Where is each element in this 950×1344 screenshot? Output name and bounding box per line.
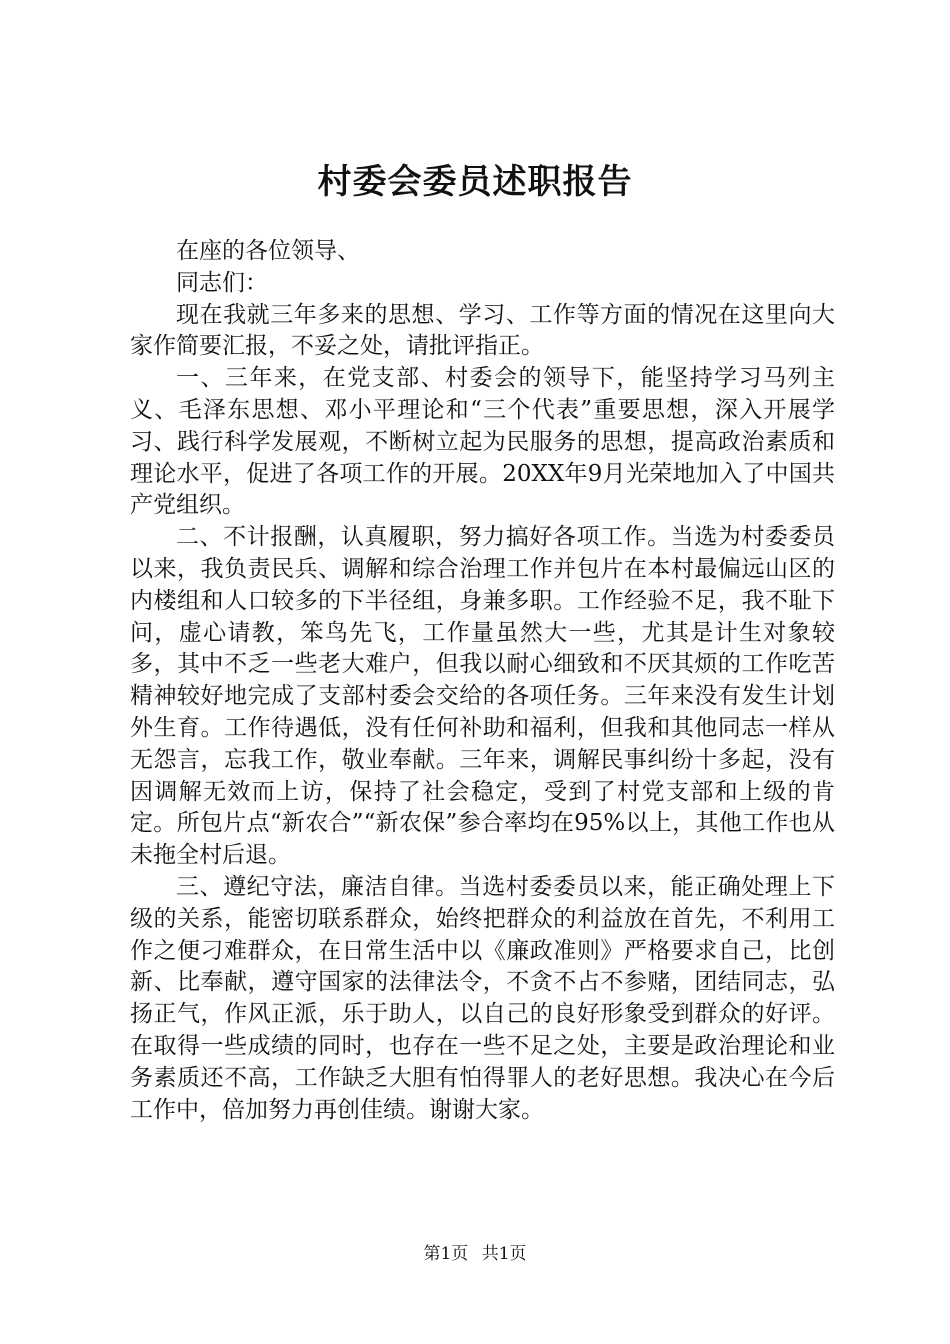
salutation-line-1: 在座的各位领导、 (176, 238, 360, 264)
intro-paragraph: 现在我就三年多来的思想、学习、工作等方面的情况在这里向大家作简要汇报，不妥之处，请批评指正。 (130, 301, 835, 360)
page-number-total: 共1页 (481, 1244, 527, 1264)
section-three-paragraph: 三、遵纪守法，廉洁自律。当选村委委员以来，能正确处理上下级的关系，能密切联系群众，始终把群众的利益放在首先，不利用工作之便刁难群众，在日常生活中以《廉政准则》严格要求自己，比创新、比奉献，遵守国家的法律法令，不贪不占不参赌，团结同志，弘扬正气，作风正派，乐于助人，以自己的良好形象受到群众的好评。在取得一些成绩的同时，也存在一些不足之处，主要是政治理论和业务素质还不高，工作缺乏大胆有怕得罪人的老好思想。我决心在今后工作中，倍加努力再创佳绩。谢谢大家。 (130, 873, 835, 1123)
section-one-paragraph: 一、三年来，在党支部、村委会的领导下，能坚持学习马列主义、毛泽东思想、邓小平理论和“三个代表”重要思想，深入开展学习、践行科学发展观，不断树立起为民服务的思想，提高政治素质和理论水平，促进了各项工作的开展。20XX年9月光荣地加入了中国共产党组织。 (130, 365, 835, 519)
document-title: 村委会委员述职报告 (317, 162, 633, 202)
salutation-line-2: 同志们： (176, 269, 268, 296)
page-number-current: 第1页 (423, 1244, 469, 1264)
page-footer (0, 1242, 950, 1266)
document-body (130, 236, 835, 1126)
section-two-paragraph: 二、不计报酬，认真履职，努力搞好各项工作。当选为村委委员以来，我负责民兵、调解和综合治理工作并包片在本村最偏远山区的内楼组和人口较多的下半径组，身兼多职。工作经验不足，我不耻下问，虚心请教，笨鸟先飞，工作量虽然大一些，尤其是计生对象较多，其中不乏一些老大难户，但我以耐心细致和不厌其烦的工作吃苦精神较好地完成了支部村委会交给的各项任务。三年来没有发生计划外生育。工作待遇低，没有任何补助和福利，但我和其他同志一样从无怨言，忘我工作，敬业奉献。三年来，调解民事纠纷十多起，没有因调解无效而上访，保持了社会稳定，受到了村党支部和上级的肯定。所包片点“新农合”“新农保”参合率均在95%以上，其他工作也从未拖全村后退。 (130, 524, 835, 869)
